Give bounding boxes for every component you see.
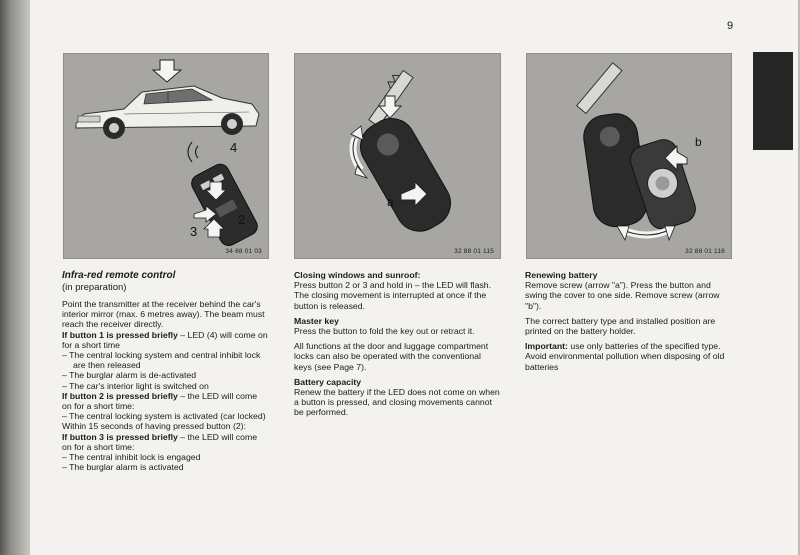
page-number: 9 — [727, 20, 734, 32]
manual-page — [30, 0, 798, 555]
closing-text-2: The closing movement is interrupted at once if the button is released. — [294, 290, 487, 311]
list-item: – The car's interior light is switched on — [62, 380, 209, 391]
car-and-remote-illustration — [64, 54, 269, 259]
within-paragraph: Within 15 seconds of having pressed button (2): — [62, 421, 246, 432]
master-key-heading: Master key — [294, 315, 339, 326]
button1-heading: If button 1 is pressed briefly — [62, 329, 178, 340]
figure-car-remote — [63, 53, 269, 259]
callout-b: b — [695, 135, 702, 149]
callout-2: 2 — [238, 212, 246, 227]
callout-4: 4 — [230, 140, 238, 155]
button2-text: – the LED will come on for a short time: — [62, 390, 258, 412]
master-key-text: Press the button to fold the key out or retract it. — [294, 326, 475, 337]
closing-text-1: Press button 2 or 3 and hold in – the LED will flash. — [294, 280, 492, 291]
button1-text: – LED (4) will come on for a short time — [62, 329, 268, 350]
callout-a: a — [387, 195, 394, 209]
functions-text: All functions at the door and luggage compartment locks can also be operated with the conventional keys (see Page 7). — [294, 341, 489, 372]
section-title: Infra-red remote control — [62, 270, 176, 281]
figure-battery-renewal — [526, 53, 732, 259]
master-key-illustration — [295, 54, 501, 259]
button2-paragraph — [62, 391, 268, 411]
battery-type-text: The correct battery type and installed position are printed on the battery holder. — [525, 315, 716, 337]
battery-renewal-illustration — [527, 54, 732, 259]
figure-master-key — [294, 53, 501, 259]
thumb-index-tab — [753, 52, 793, 150]
column-remote-control — [62, 270, 268, 472]
intro-paragraph: Point the transmitter at the receiver behind the car's interior mirror (max. 6 metres away). The beam must reach the receiver directly. — [62, 299, 265, 330]
list-item: – The central locking system and central inhibit lock are then released — [62, 350, 261, 371]
figure-code: 32 88 01 116 — [685, 248, 725, 255]
important-label: Important: — [525, 341, 568, 352]
closing-heading: Closing windows and sunroof: — [294, 270, 421, 280]
battery-capacity-heading: Battery capacity — [294, 376, 362, 387]
column-closing-master-key — [294, 270, 500, 423]
button1-paragraph — [62, 330, 268, 350]
callout-3: 3 — [190, 224, 198, 239]
figure-code: 32 88 01 115 — [454, 248, 494, 255]
important-paragraph — [525, 341, 732, 372]
button3-text: – the LED will come on for a short time: — [62, 431, 258, 452]
book-binding-shadow — [0, 0, 30, 555]
renewing-heading: Renewing battery — [525, 270, 598, 280]
button2-heading: If button 2 is pressed briefly — [62, 390, 178, 401]
button3-paragraph — [62, 432, 268, 452]
battery-capacity-text: Renew the battery if the LED does not come on when a button is pressed, and closing movements cannot be performed. — [294, 387, 500, 418]
section-subtitle: (in preparation) — [62, 282, 127, 293]
list-item: – The central locking system is activated (car locked) — [62, 411, 266, 422]
figure-code: 34 68 01 03 — [225, 248, 262, 255]
button3-heading: If button 3 is pressed briefly — [62, 431, 178, 442]
list-item: – The central inhibit lock is engaged — [62, 452, 201, 463]
important-text: use only batteries of the specified type. Avoid environmental pollution when disposing of old batteries — [525, 341, 725, 372]
renewing-text: Remove screw (arrow "a"). Press the button and swing the cover to one side. Remove screw (arrow "b"). — [525, 280, 720, 311]
list-item: – The burglar alarm is de-activated — [62, 370, 197, 381]
list-item: – The burglar alarm is activated — [62, 462, 184, 473]
column-renewing-battery — [525, 270, 732, 377]
